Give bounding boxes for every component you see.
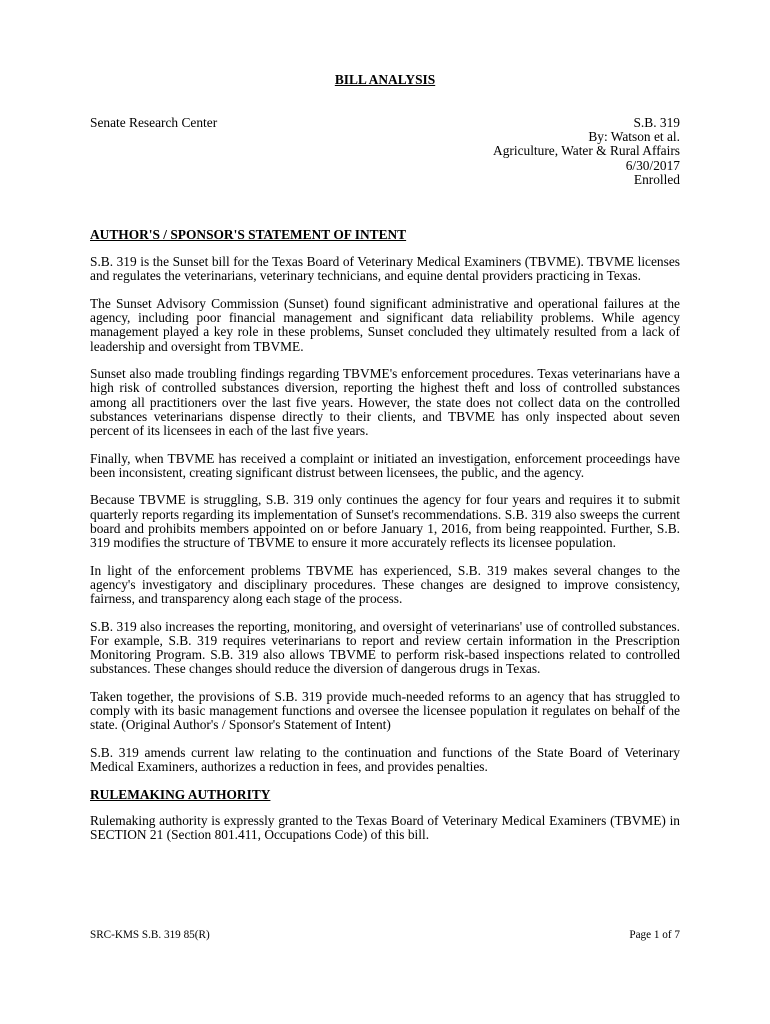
bill-author: By: Watson et al. bbox=[588, 129, 680, 145]
document-page bbox=[90, 0, 680, 1024]
footer-page-number: Page 1 of 7 bbox=[629, 929, 680, 941]
header-right bbox=[493, 116, 680, 187]
intent-paragraph: Taken together, the provisions of S.B. 319 provide much-needed reforms to an agency that has struggled to comply with its basic management functions and oversee the licensee population it regulates on behalf of the state. (Original Author's / Sponsor's Statement of Intent) bbox=[90, 688, 680, 733]
bill-number: S.B. 319 bbox=[633, 115, 680, 130]
intent-paragraph: S.B. 319 also increases the reporting, monitoring, and oversight of veterinarians' use of controlled substances. For example, S.B. 319 requires veterinarians to report and review certain information in the Prescription Monitoring Program. S.B. 319 also allows TBVME to perform risk-based inspections related to controlled substances. These changes should reduce the diversion of dangerous drugs in Texas. bbox=[90, 618, 680, 677]
document-body bbox=[90, 228, 680, 856]
intent-paragraph: Finally, when TBVME has received a complaint or initiated an investigation, enforcement proceedings have been inconsistent, creating significant distrust between licensees, the public, and the agency. bbox=[90, 450, 680, 480]
rulemaking-paragraph: Rulemaking authority is expressly granted to the Texas Board of Veterinary Medical Examiners (TBVME) in SECTION 21 (Section 801.411, Occupations Code) of this bill. bbox=[90, 812, 680, 843]
footer-document-id: SRC-KMS S.B. 319 85(R) bbox=[90, 929, 210, 941]
intent-paragraph: S.B. 319 amends current law relating to the continuation and functions of the State Board of Veterinary Medical Examiners, authorizes a reduction in fees, and provides penalties. bbox=[90, 744, 680, 775]
bill-date: 6/30/2017 bbox=[625, 157, 680, 173]
intent-heading: AUTHOR'S / SPONSOR'S STATEMENT OF INTENT bbox=[90, 227, 407, 242]
intent-paragraph: In light of the enforcement problems TBVME has experienced, S.B. 319 makes several changes to the agency's investigatory and disciplinary procedures. These changes are designed to improve consistency, fairness, and transparency along each stage of the process. bbox=[90, 562, 680, 607]
bill-status: Enrolled bbox=[633, 171, 680, 187]
rulemaking-heading: RULEMAKING AUTHORITY bbox=[90, 786, 271, 802]
document-title: BILL ANALYSIS bbox=[334, 72, 436, 87]
intent-paragraph: S.B. 319 is the Sunset bill for the Texas Board of Veterinary Medical Examiners (TBVME). TBVME licenses and regulates the veterinarians, veterinary technicians, and equine dental providers practicing in Texas. bbox=[90, 254, 680, 284]
intent-paragraph: Because TBVME is struggling, S.B. 319 only continues the agency for four years and requires it to submit quarterly reports regarding its implementation of Sunset's recommendations. S.B. 319 also sweeps the current board and prohibits members appointed on or before January 1, 2016, from being reappointed. Further, S.B. 319 modifies the structure of TBVME to ensure it more accurately reflects its licensee population. bbox=[90, 492, 680, 551]
header-left: Senate Research Center bbox=[90, 115, 218, 130]
committee: Agriculture, Water & Rural Affairs bbox=[493, 143, 680, 159]
intent-paragraph: Sunset also made troubling findings regarding TBVME's enforcement procedures. Texas veterinarians have a high risk of controlled substances diversion, reporting the highest theft and loss of controlled substances among all practitioners over the last five years. However, the state does not collect data on the controlled substances veterinarians dispense directly to their clients, and TBVME has only inspected about seven percent of its licensees in each of the last five years. bbox=[90, 366, 680, 439]
intent-paragraph: The Sunset Advisory Commission (Sunset) found significant administrative and operational failures at the agency, including poor financial management and significant data reliability problems. While agency management played a key role in these problems, Sunset concluded they ultimately resulted from a lack of leadership and oversight from TBVME. bbox=[90, 296, 680, 354]
